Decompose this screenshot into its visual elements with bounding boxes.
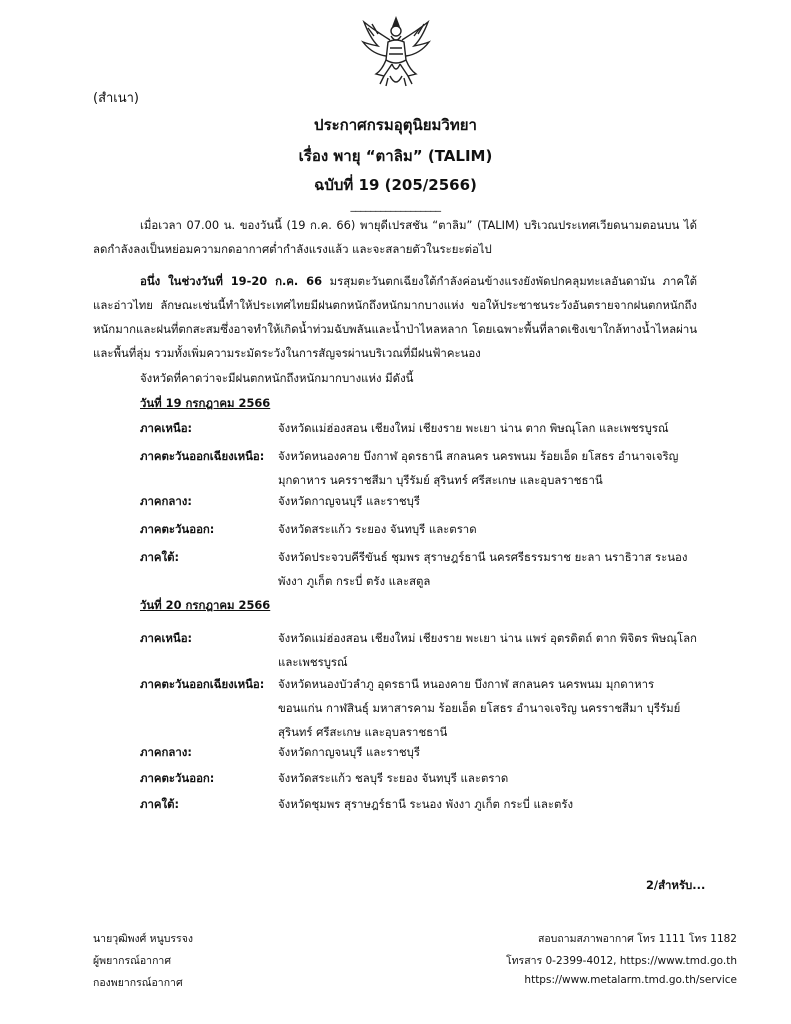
signer-position: ผู้พยากรณ์อากาศ [93,955,171,967]
signer-division: กองพยากรณ์อากาศ [93,977,183,989]
announcement-subject: เรื่อง พายุ “ตาลิม” (TALIM) [298,147,493,165]
date-heading-day1: วันที่ 19 กรกฎาคม 2566 [140,396,271,410]
region-provinces: จังหวัดสระแก้ว ชลบุรี ระยอง จันทบุรี และตราด [278,771,509,785]
region-provinces: จังหวัดสระแก้ว ระยอง จันทบุรี และตราด [278,522,477,536]
paragraph-storm-status: เมื่อเวลา 07.00 น. ของวันนี้ (19 ก.ค. 66) พายุดีเปรสชัน “ตาลิม” (TALIM) บริเวณประเทศเวียดนามตอนบน ได้ลดกำลังลงเป็นหย่อมความกดอากาศต่ำกำลังแรงแล้ว และจะสลายตัวในระยะต่อไป [93,218,697,256]
region-provinces: จังหวัดแม่ฮ่องสอน เชียงใหม่ เชียงราย พะเยา น่าน ตาก พิษณุโลก และเพชรบูรณ์ [278,421,669,435]
region-provinces: จังหวัดหนองบัวลำภู อุดรธานี หนองคาย บึงกาฬ สกลนคร นครพนม มุกดาหาร ขอนแก่น กาฬสินธุ์ มหาสารคาม ร้อยเอ็ด ยโสธร อำนาจเจริญ นครราชสีมา บุรีรัมย์ สุรินทร์ ศรีสะเกษ และอุบลราชธานี [278,677,681,739]
region-label: ภาคกลาง: [140,745,192,759]
region-label: ภาคใต้: [140,797,180,811]
region-label: ภาคเหนือ: [140,421,193,435]
signer-name: นายวุฒิพงศ์ หนูบรรจง [93,933,193,945]
region-label: ภาคตะวันออกเฉียงเหนือ: [140,449,265,463]
garuda-emblem-icon [360,14,432,92]
region-provinces: จังหวัดหนองคาย บึงกาฬ อุดรธานี สกลนคร นครพนม ร้อยเอ็ด ยโสธร อำนาจเจริญ มุกดาหาร นครราชสีมา บุรีรัมย์ สุรินทร์ ศรีสะเกษ และอุบลราชธานี [278,449,679,487]
provinces-lead: จังหวัดที่คาดว่าจะมีฝนตกหนักถึงหนักมากบางแห่ง มีดังนี้ [140,371,414,385]
region-provinces: จังหวัดประจวบคีรีขันธ์ ชุมพร สุราษฎร์ธานี นครศรีธรรมราช ยะลา นราธิวาส ระนอง พังงา ภูเก็ต กระบี่ ตรัง และสตูล [278,550,688,588]
region-provinces: จังหวัดแม่ฮ่องสอน เชียงใหม่ เชียงราย พะเยา น่าน แพร่ อุตรดิตถ์ ตาก พิจิตร พิษณุโลก และเพชรบูรณ์ [278,631,697,669]
date-heading-day2: วันที่ 20 กรกฎาคม 2566 [140,598,271,612]
region-label: ภาคตะวันออกเฉียงเหนือ: [140,677,265,691]
paragraph-monsoon-warning [93,269,697,365]
title-rule: __________________ [350,199,441,212]
contact-fax-website: โทรสาร 0-2399-4012, https://www.tmd.go.th [506,955,737,967]
region-label: ภาคใต้: [140,550,180,564]
copy-mark: (สำเนา) [93,91,140,106]
contact-service-url: https://www.metalarm.tmd.go.th/service [524,974,737,986]
announcement-number: ฉบับที่ 19 (205/2566) [314,176,477,194]
region-provinces: จังหวัดกาญจนบุรี และราชบุรี [278,745,420,759]
paragraph-body: มรสุมตะวันตกเฉียงใต้กำลังค่อนข้างแรงยังพัดปกคลุมทะเลอันดามัน ภาคใต้ และอ่าวไทย ลักษณะเช่นนี้ทำให้ประเทศไทยมีฝนตกหนักถึงหนักมากบางแห่ง ขอให้ประชาชนระวังอันตรายจากฝนตกหนักถึงหนักมากและฝนที่ตกสะสมซึ่งอาจทำให้เกิดน้ำท่วมฉับพลันและน้ำป่าไหลหลาก โดยเฉพาะพื้นที่ลาดเชิงเขาใกล้ทางน้ำไหลผ่านและพื้นที่ลุ่ม รวมทั้งเพิ่มความระมัดระวังในการสัญจรผ่านบริเวณที่มีฝนฟ้าคะนอง [93,274,697,360]
announcement-title: ประกาศกรมอุตุนิยมวิทยา [314,116,477,134]
region-label: ภาคตะวันออก: [140,771,215,785]
contact-phone: สอบถามสภาพอากาศ โทร 1111 โทร 1182 [537,933,737,945]
region-label: ภาคเหนือ: [140,631,193,645]
paragraph-emphasis: อนึ่ง ในช่วงวันที่ 19-20 ก.ค. 66 [140,274,323,288]
next-page-marker: 2/สำหรับ... [646,878,706,892]
region-label: ภาคกลาง: [140,494,192,508]
region-provinces: จังหวัดกาญจนบุรี และราชบุรี [278,494,420,508]
region-provinces: จังหวัดชุมพร สุราษฎร์ธานี ระนอง พังงา ภูเก็ต กระบี่ และตรัง [278,797,574,811]
region-label: ภาคตะวันออก: [140,522,215,536]
